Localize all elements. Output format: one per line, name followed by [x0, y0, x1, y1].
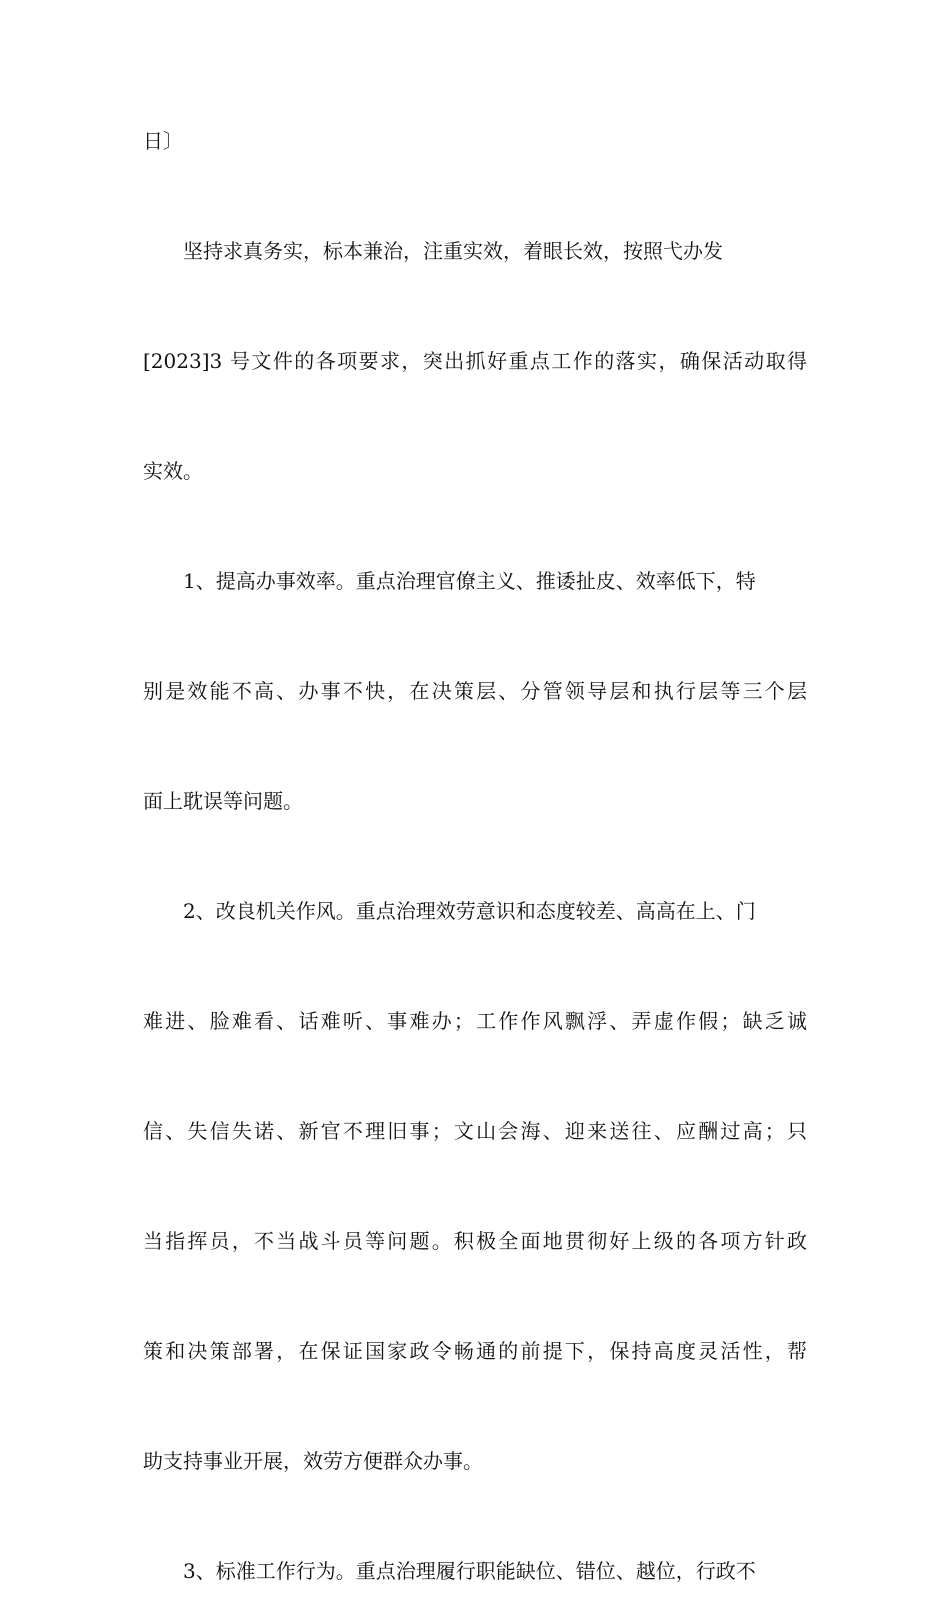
- text-line: [2023]3 号文件的各项要求，突出抓好重点工作的落实，确保活动取得: [143, 349, 807, 373]
- blank-line: [143, 389, 807, 444]
- paragraph-first-line: 3、标准工作行为。重点治理履行职能缺位、错位、越位，行政不: [183, 1559, 756, 1583]
- blank-line: [143, 1489, 807, 1544]
- paragraph-first-line: 坚持求真务实，标本兼治，注重实效，着眼长效，按照弋办发: [183, 239, 723, 263]
- text-line: 面上耽误等问题。: [143, 789, 303, 813]
- text-line: 实效。: [143, 459, 203, 483]
- paragraph-first-line: 1、提高办事效率。重点治理官僚主义、推诿扯皮、效率低下，特: [183, 569, 756, 593]
- blank-line: [143, 719, 807, 774]
- blank-line: [143, 939, 807, 994]
- blank-line: [143, 499, 807, 554]
- blank-line: [143, 279, 807, 334]
- text-line: 当指挥员，不当战斗员等问题。积极全面地贯彻好上级的各项方针政: [143, 1229, 807, 1253]
- blank-line: [143, 1049, 807, 1104]
- text-line: 日〕: [143, 129, 183, 153]
- document-body: [143, 114, 807, 1599]
- blank-line: [143, 1269, 807, 1324]
- blank-line: [143, 829, 807, 884]
- text-line: 别是效能不高、办事不快，在决策层、分管领导层和执行层等三个层: [143, 679, 807, 703]
- paragraph-first-line: 2、改良机关作风。重点治理效劳意识和态度较差、高高在上、门: [183, 899, 756, 923]
- text-line: 难进、脸难看、话难听、事难办；工作作风飘浮、弄虚作假；缺乏诚: [143, 1009, 807, 1033]
- text-line: 策和决策部署，在保证国家政令畅通的前提下，保持高度灵活性，帮: [143, 1339, 807, 1363]
- blank-line: [143, 609, 807, 664]
- blank-line: [143, 1379, 807, 1434]
- blank-line: [143, 1159, 807, 1214]
- text-line: 信、失信失诺、新官不理旧事；文山会海、迎来送往、应酬过高；只: [143, 1119, 807, 1143]
- text-line: 助支持事业开展，效劳方便群众办事。: [143, 1449, 483, 1473]
- blank-line: [143, 169, 807, 224]
